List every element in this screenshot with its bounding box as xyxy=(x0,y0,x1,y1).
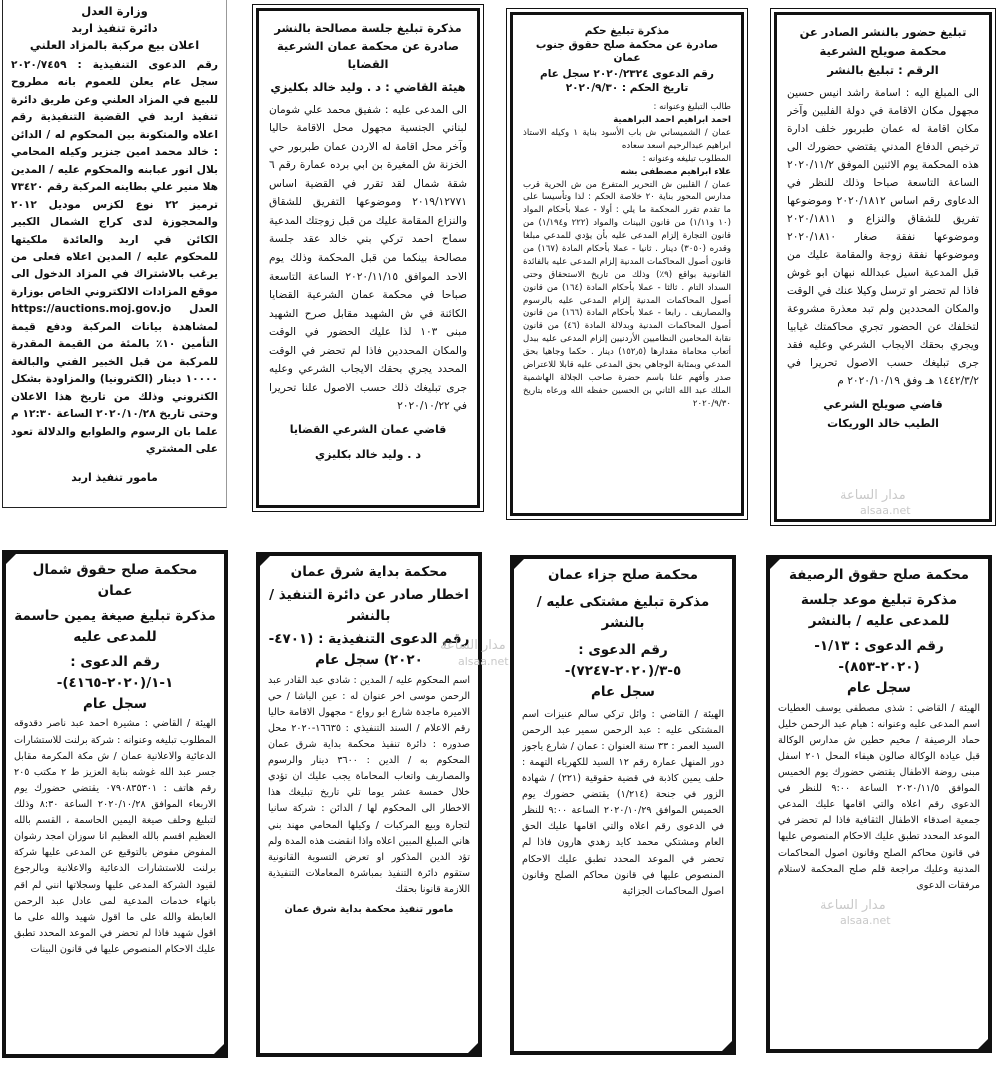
requester-label: طالب التبليغ وعنوانه : xyxy=(653,102,731,113)
notice-rusaifa-civil-court xyxy=(766,555,992,1053)
notice-body: رقم الدعوى التنفيذية : ٢٠٢٠/٧٤٥٩ سجل عام يعلن للعموم بانه مطروح للبيع في المزاد العلني وعن طريق دائرة تنفيذ اربد في القضية التنفيذية رقم اعلاه والمتكونة بين المحكوم له / الدائن : خالد محمد امين جنزير وكيله المحامي بلال انور عبابنه والمحكوم عليه / المدين هلا منير علي بطاينه المركبة رقم ٧٣٤٢٠ ترميز ٢٢ نوع لكزس موديل ٢٠١٢ والمحجوزة لدى كراج الشمال الكبير الكائن في اربد والعائدة ملكيتها للمحكوم عليه / المدين اعلاه فعلى من يرغب بالاشتراك في المزاد الدخول الى موقع المزادات الالكتروني الخاص بوزارة العدل https://auctions.moj.gov.jo لمشاهدة بيانات المركبة ودفع قيمة التأمين ١٠٪ بالمئة من القيمة المقدرة للمركبة من قبل الخبير الفني والبالغة ١٠٠٠٠ دينار (الكترونيا) والمزاودة بشكل الكتروني وذلك من تاريخ هذا الاعلان وحتى تاريخ ٢٠٢٠/١٠/٢٨ الساعة ١٢:٣٠ م علما بان الرسوم والطوابع والدلالة تعود على المشتري xyxy=(11,58,218,456)
notice-title: اعلان بيع مركبة بالمزاد العلني xyxy=(29,37,200,52)
case-number: رقم الدعوى ٢٠٢٠/٢٣٢٤ سجل عام xyxy=(540,67,714,80)
notice-amman-sharia-reconciliation xyxy=(256,8,480,508)
judgment-summary: عمان / القلبين ش التحرير المتفرع من ش الحرية قرب مدارس المحور بناية ٢٠ خلاصة الحكم : لذا وتأسيسا على ما تقدم تقرر المحكمة ما يلي : أولا - عملا بأحكام المواد (١٠ و١/١١) من قانون البينات والمواد (٢٢٢ و١/١٩٤) من قانون التجارة إلزام المدعى عليه بأن يؤدي للمدعي مبلغا وقدره (٣٠٥٠) دينار . ثانيا - عملا بأحكام المادة (١٦٧) من قانون أصول المحاكمات المدنية إلزام المدعى عليه بالفائدة القانونية بواقع (٩٪) وذلك من تاريخ الاستحقاق وحتى السداد التام . ثالثا - عملا بأحكام المادة (١٦٤) من قانون أصول المحاكمات المدنية إلزام المدعى عليه بالرسوم والمصاريف . رابعا - عملا بأحكام المادة (١٦٦) من قانون أصول المحاكمات المدنية وبدلالة المادة (٤٦) من قانون نقابة المحامين النظاميين الأردنيين إلزام المدعى عليه ببدل أتعاب محاماة مقدارها (١٥٢٫٥) دينار . حكما وجاهيا بحق المدعي وبمثابة الوجاهي بحق المدعى عليه قابلا للاعتراض صدر وأفهم علنا باسم حضرة صاحب الجلالة الهاشمية الملك عبد الله الثاني بن الحسين حفظه الله ورعاه بتاريخ ٢٠٢٠/٩/٣٠ xyxy=(523,179,731,409)
court-name: محكمة بداية شرق عمان xyxy=(290,564,448,580)
judge-panel: هيئة القاضي : د . وليد خالد بكليزي xyxy=(270,79,466,94)
judge-title: قاضي عمان الشرعي القضايا xyxy=(289,422,447,436)
judge-name: الطيب خالد الوريكات xyxy=(827,416,939,430)
bailiff-signature: مامور تنفيذ محكمة بداية شرق عمان xyxy=(284,904,454,916)
notice-body: الهيئة / القاضي : شذى مصطفى يوسف العطيات اسم المدعى عليه وعنوانه : هيام عبد الرحمن خليل حماد الرصيفة / مخيم حطين ش مدارس الوكالة قبل عيادة الوكالة صالون هيفاء المحل ٢٠١ اسفل مبنى روضة الاطفال يقتضي حضورك يوم الخميس الموافق ٢٠٢٠/١١/٥ الساعة ٩:٠٠ للنظر في الدعوى رقم اعلاه والتي اقامها عليك المدعي جمعية اصدقاء الاطفال الثقافية فاذا لم تحضر في الموعد المحدد تطبق عليك الاحكام المنصوص عليها في قانون محاكم الصلح وقانون اصول المحاكمات المدنية وعليك مراجعة قلم صلح المحكمة لاستلام مرفقات الدعوى xyxy=(778,702,980,891)
notice-title: مذكرة تبليغ حكم xyxy=(584,25,670,37)
judge-title: قاضي صويلح الشرعي xyxy=(823,397,943,411)
notice-title: مذكرة تبليغ جلسة مصالحة بالنشر xyxy=(274,21,462,35)
case-number: رقم الدعوى : ١-١/(٢٠٢٠-٤١٦٥)- xyxy=(56,653,174,691)
requester-address: عمان / الشميساني ش باب الأسود بناية ١ وكيله الاستاذ ابراهيم عبدالرحيم اسعد سعاده xyxy=(523,127,731,151)
watermark: alsaa.net xyxy=(458,655,509,668)
bailiff-signature: مامور تنفيذ اربد xyxy=(71,470,158,484)
notice-north-amman-civil-court xyxy=(2,550,228,1058)
notice-title: تبليغ حضور بالنشر الصادر عن xyxy=(799,25,967,39)
notice-irbid-vehicle-auction xyxy=(2,0,227,508)
notice-title: مذكرة تبليغ صيغة يمين حاسمة للمدعى عليه xyxy=(14,607,216,645)
notice-body: اسم المحكوم عليه / المدين : شادي عبد القادر عبد الرحمن موسى اخر عنوان له : عين الباشا / حي الاميرة ماجدة شارع ابو رواع - مجهول الاقامة حاليا رقم الاعلام / السند التنفيذي : ١٦٦٣٥-٢٠٢٠ محل صدوره : دائرة تنفيذ محكمة بداية شرق عمان المحكوم به / الدين : ٣٦٠٠ دينار والرسوم والمصاريف واتعاب المحاماة يجب عليك ان تؤدي خلال خمسة عشر يوما تلي تاريخ تبليغك هذا الاخطار الى المحكوم لها / الدائن : شركة سانيا لتجارة وبيع المركبات / وكيلها المحامي مهند بني هاني المبلغ المبين اعلاه واذا انقضت هذه المدة ولم تؤد الدين المذكور او تعرض التسوية القانونية ستقوم دائرة التنفيذ بمباشرة المعاملات التنفيذية اللازمة قانونا بحقك xyxy=(268,674,470,896)
notified-label: المطلوب تبليغه وعنوانه : xyxy=(642,153,731,164)
notice-body: الهيئة / القاضي : وائل تركي سالم عنيزات اسم المشتكى عليه : عبد الرحمن سمير عبد الرحمن السيد العمر : ٣٣ سنة العنوان : عمان / شارع ياجوز دور المنهل عمارة رقم ١٢ السيد للكهرباء التهمة : حلف يمين كاذبة في قضية حقوقية (٢٢١) / شهادة الزور في جنحة (١/٢١٤) يقتضي حضورك يوم الخميس الموافق ٢٠٢٠/١٠/٢٩ الساعة ٩:٠٠ للنظر في الدعوى رقم اعلاه والتي اقامها عليك الحق العام ومشتكي محمد كايد زهدي هارون فاذا لم تحضر في الموعد المحدد تطبق عليك الاحكام المنصوص عليها في قانون محاكم الصلح وقانون اصول المحاكمات الجزائية xyxy=(522,708,724,897)
court-name: محكمة صويلح الشرعية xyxy=(819,43,947,58)
notice-body: الى المدعى عليه : شفيق محمد علي شومان لبناني الجنسية مجهول محل الاقامة حاليا وآخر محل اقامة له الاردن عمان طبربور حي الخزنة ش المغيرة بن ابي برده عمارة رقم ٦ شقة شمال لقد تقرر في القضية اساس ٢٠١٩/١٢٧٧١ وموضوعها التفريق للشقاق والنزاع المقامة عليك من قبل زوجتك المدعية سماح احمد تركي بني خالد عقد جلسة مصالحة بينكما من قبل المحكمة وذلك يوم الاحد الموافق ٢٠٢٠/١١/١٥ الساعة التاسعة صباحا في محكمة عمان الشرعية القضايا الكائنة في ش الشهيد مقابل صرح الشهيد مبنى ١٠٣ لذا عليك الحضور في الوقت والمكان المحددين فاذا لم تحضر في الوقت المحدد يجري بحقك الايجاب الشرعي وعليه جرى تبليغك ذلك حسب الاصول علنا تحريرا في ٢٠٢٠/١٠/٢٢ xyxy=(269,103,467,413)
ministry-name: وزارة العدل xyxy=(81,4,148,18)
case-number: رقم الدعوى التنفيذية : (٤٧٠١- xyxy=(268,630,470,647)
notice-south-amman-judgment xyxy=(510,12,744,516)
notice-title: اخطار صادر عن دائرة التنفيذ / بالنشر xyxy=(269,586,469,624)
judgment-date: تاريخ الحكم : ٢٠٢٠/٩/٣٠ xyxy=(565,81,689,94)
court-department: القضايا xyxy=(347,56,389,71)
register-type: سجل عام xyxy=(83,695,147,712)
notice-title: مذكرة تبليغ مشتكى عليه / بالنشر xyxy=(536,593,710,631)
register-type: ٢٠٢٠) سجل عام xyxy=(315,651,423,668)
court-name: صادرة عن محكمة صلح حقوق جنوب عمان xyxy=(535,38,719,65)
register-type: سجل عام xyxy=(847,679,911,696)
watermark: مدار الساعة xyxy=(820,898,886,913)
notice-soweileh-sharia-court xyxy=(774,12,992,522)
requester-name: احمد ابراهيم احمد البراهمية xyxy=(613,115,731,126)
judge-name: د . وليد خالد بكليزي xyxy=(315,448,421,462)
notice-title: مذكرة تبليغ موعد جلسة للمدعى عليه / بالنشر xyxy=(800,591,958,629)
court-name: محكمة صلح حقوق شمال عمان xyxy=(32,562,198,599)
notified-name: علاء ابراهيم مصطفى بشه xyxy=(620,166,731,177)
case-number: رقم الدعوى : ١/١٣-(٢٠٢٠-٨٥٣)- xyxy=(814,637,944,675)
court-name: صادرة عن محكمة عمان الشرعية xyxy=(276,38,460,53)
watermark: مدار الساعة xyxy=(840,488,906,503)
court-name: محكمة صلح جزاء عمان xyxy=(547,567,699,583)
register-type: سجل عام xyxy=(591,683,655,700)
case-number: رقم الدعوى : ٥-٣/(٢٠٢٠-٧٢٤٧)- xyxy=(564,641,682,679)
watermark: alsaa.net xyxy=(860,504,911,517)
notice-body: الى المبلغ اليه : اسامة راشد انيس حسين مجهول مكان الاقامة في دولة الفلبين وآخر مكان اقامة له عمان طبربور خلف ادارة ترخيص الدفاع المدني يقتضي حضورك الى هذه المحكمة يوم الاثنين الموفق ٢٠٢٠/١١/٢ الساعة التاسعة صباحا وذلك للنظر في الدعاوى رقم اساس ٢٠٢٠/١٨١٢ وموضوعها تفريق للشقاق والنزاع و ٢٠٢٠/١٨١١ وموضوعها نفقة صغار ٢٠٢٠/١٨١٠ وموضوعها نفقة زوجة والمقامة عليك من قبل المدعية اسيل عبدالله نبهان ابو غوش فاذا لم تحضر او ترسل وكيلا عنك في الوقت والمكان المحددين ولم تبد معذرة مشروعة لتخلفك عن الحضور تجري محاكمتك غيابيا ويجري بحقك الايجاب الشرعي وعليه فقد جرى تبليغك حسب الاصول تحريرا في ١٤٤٢/٣/٢ هـ وفق ٢٠٢٠/١٠/١٩ م xyxy=(787,86,979,387)
reference-number: الرقم : تبليغ بالنشر xyxy=(827,62,939,77)
court-name: محكمة صلح حقوق الرصيفة xyxy=(788,567,970,583)
notice-body: الهيئة / القاضي : مشيرة احمد عبد ناصر دقدوقه المطلوب تبليغه وعنوانه : شركة برلنت للاستشارات الدعائية والاعلانية عمان / ش مكة المكرمة مقابل جسر عبد الله غوشه بناية العزيز ط ٢ مكتب ٢٠٥ رقم هاتف : ٠٧٩٠٨٣٥٣٠١ يقتضي حضورك يوم الاربعاء الموافق ٢٠٢٠/١٠/٢٨ الساعة ٨:٣٠ وذلك لتبليغ وحلف صيغة اليمين الحاسمة ، القسم بالله العظيم اقسم بالله العظيم انا سوزان امجد رشوان المفوض مفوض بالتوقيع عن المدعى عليها شركة برلنت للاستشارات الدعائية والاعلانية وبالرجوع لقيود الشركة المدعى عليها وسجلاتها انني لم اقم بانهاء خدمات المدعية لمى عادل عبد الرحمن العابطة والله على ما اقول شهيد والله على ما اقول شهيد فاذا لم تحضر في الموعد المحدد تطبق عليك الاحكام المنصوص عليها في قانون البينات xyxy=(14,718,216,955)
watermark: مدار الساعة xyxy=(440,638,506,653)
department-name: دائرة تنفيذ اربد xyxy=(71,20,158,35)
watermark: alsaa.net xyxy=(840,914,891,927)
notice-amman-criminal-court xyxy=(510,555,736,1055)
notice-east-amman-execution xyxy=(256,552,482,1057)
